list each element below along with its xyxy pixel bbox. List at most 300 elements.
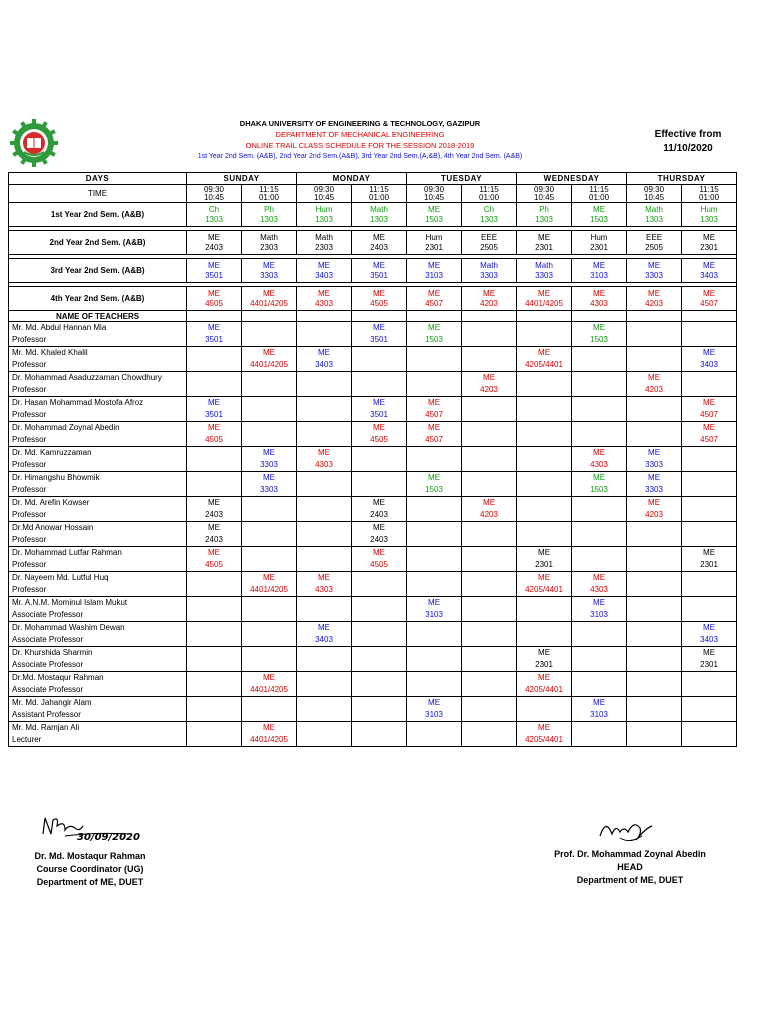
course-number: 4401/4205	[250, 735, 288, 744]
course-code: ME	[593, 698, 606, 707]
slot-end-time: 10:45	[314, 192, 335, 202]
teacher-name-cell	[9, 447, 187, 472]
empty-cell	[187, 311, 242, 322]
course-code: Hum	[315, 204, 333, 214]
university-logo-icon	[9, 118, 59, 168]
course-code: EEE	[481, 232, 498, 242]
course-cell	[297, 231, 352, 255]
course-code: ME	[208, 548, 220, 557]
slot-start-time: 11:15	[479, 184, 499, 194]
teacher-course-cell	[352, 422, 407, 447]
course-number: 2301	[700, 242, 718, 252]
teacher-course-cell	[297, 422, 352, 447]
teacher-course-cell	[572, 722, 627, 747]
course-cell	[572, 287, 627, 311]
course-number: 3103	[590, 710, 608, 719]
course-cell	[297, 203, 352, 227]
year-label: 2nd Year 2nd Sem. (A&B)	[49, 238, 146, 247]
day-label: SUNDAY	[223, 174, 260, 183]
teacher-course-cell	[352, 697, 407, 722]
course-code: ME	[483, 288, 496, 298]
teacher-course-cell	[407, 672, 462, 697]
slot-start-time: 11:15	[259, 184, 279, 194]
teacher-course-cell	[352, 372, 407, 397]
teacher-row	[9, 422, 737, 447]
teacher-course-cell	[572, 697, 627, 722]
teacher-course-cell	[187, 572, 242, 597]
course-code: ME	[428, 473, 441, 482]
course-number: 3403	[700, 635, 718, 644]
teacher-course-cell	[187, 522, 242, 547]
teacher-course-cell	[407, 447, 462, 472]
teacher-course-cell	[572, 397, 627, 422]
teacher-course-cell	[462, 422, 517, 447]
teacher-course-cell	[297, 547, 352, 572]
days-label-cell	[9, 173, 187, 185]
teacher-course-cell	[572, 422, 627, 447]
course-code: ME	[318, 573, 331, 582]
course-code: Math	[315, 232, 333, 242]
teacher-course-cell	[517, 322, 572, 347]
course-number: 1503	[590, 485, 608, 494]
course-number: 1503	[590, 335, 608, 344]
course-number: 4203	[480, 510, 498, 519]
course-code: Math	[645, 204, 663, 214]
teacher-course-cell	[627, 597, 682, 622]
teacher-name: Dr. Mohammad Asaduzzaman Chowdhury	[12, 373, 162, 382]
teacher-course-cell	[352, 672, 407, 697]
course-number: 3303	[645, 460, 663, 469]
course-number: 2403	[370, 535, 388, 544]
teacher-course-cell	[407, 372, 462, 397]
teacher-row	[9, 522, 737, 547]
course-number: 4205/4401	[525, 735, 563, 744]
teacher-row	[9, 672, 737, 697]
teacher-course-cell	[352, 447, 407, 472]
course-number: 1303	[260, 214, 278, 224]
teacher-row	[9, 347, 737, 372]
course-number: 4401/4205	[250, 685, 288, 694]
teacher-name: Mr. Md. Abdul Hannan Mia	[12, 323, 107, 332]
course-number: 1303	[480, 214, 498, 224]
teacher-course-cell	[242, 622, 297, 647]
coordinator-signature-block	[10, 812, 170, 889]
empty-cell	[407, 311, 462, 322]
course-number: 2301	[700, 560, 718, 569]
course-code: ME	[208, 423, 220, 432]
coordinator-role: Course Coordinator (UG)	[36, 864, 144, 874]
course-code: Math	[260, 232, 278, 242]
teacher-course-cell	[517, 647, 572, 672]
teacher-course-cell	[407, 347, 462, 372]
teacher-course-cell	[242, 497, 297, 522]
slot-end-time: 01:00	[258, 192, 280, 202]
teacher-row	[9, 547, 737, 572]
teacher-name-cell	[9, 422, 187, 447]
slot-time-cell	[187, 185, 242, 203]
course-cell	[682, 259, 737, 283]
teacher-course-cell	[242, 547, 297, 572]
course-code: ME	[373, 232, 386, 242]
teacher-course-cell	[187, 547, 242, 572]
teacher-course-cell	[352, 622, 407, 647]
teacher-course-cell	[242, 472, 297, 497]
teacher-title: Professor	[12, 560, 47, 569]
teacher-title: Associate Professor	[12, 685, 84, 694]
slot-start-time: 11:15	[699, 184, 719, 194]
course-number: 4205/4401	[525, 585, 563, 594]
teacher-course-cell	[297, 372, 352, 397]
course-code: ME	[428, 698, 441, 707]
teacher-name: Mr. Md. Khaled Khalil	[12, 348, 88, 357]
teacher-name: Mr. Md. Jahangir Alam	[12, 698, 92, 707]
teacher-course-cell	[407, 397, 462, 422]
class-schedule-table	[8, 172, 737, 747]
teacher-course-cell	[572, 447, 627, 472]
course-cell	[297, 287, 352, 311]
course-number: 1503	[425, 335, 443, 344]
teacher-course-cell	[627, 547, 682, 572]
course-number: 4203	[480, 298, 498, 308]
teacher-course-cell	[187, 597, 242, 622]
teacher-course-cell	[187, 472, 242, 497]
teacher-course-cell	[462, 597, 517, 622]
course-code: ME	[263, 723, 275, 732]
teacher-course-cell	[462, 672, 517, 697]
teacher-course-cell	[407, 597, 462, 622]
course-cell	[517, 203, 572, 227]
teacher-course-cell	[297, 447, 352, 472]
course-number: 2303	[260, 242, 278, 252]
teacher-course-cell	[572, 322, 627, 347]
teacher-course-cell	[517, 547, 572, 572]
teacher-name-cell	[9, 647, 187, 672]
course-number: 3103	[425, 270, 443, 280]
course-cell	[297, 259, 352, 283]
teacher-name: Dr. Md. Kamruzzaman	[12, 448, 92, 457]
course-code: ME	[373, 260, 386, 270]
day-header-sunday	[187, 173, 297, 185]
teachers-header-row	[9, 311, 737, 322]
course-number: 4303	[315, 585, 333, 594]
teacher-title: Professor	[12, 360, 47, 369]
course-code: ME	[593, 573, 606, 582]
course-number: 3103	[425, 710, 443, 719]
course-number: 2403	[205, 510, 223, 519]
course-cell	[242, 203, 297, 227]
course-number: 1303	[700, 214, 718, 224]
course-code: ME	[538, 723, 551, 732]
teacher-course-cell	[627, 522, 682, 547]
course-cell	[682, 231, 737, 255]
teacher-name-cell	[9, 347, 187, 372]
teacher-row	[9, 597, 737, 622]
course-code: Math	[370, 204, 388, 214]
teacher-course-cell	[352, 647, 407, 672]
teacher-name-cell	[9, 322, 187, 347]
slot-time-cell	[462, 185, 517, 203]
teacher-title: Associate Professor	[12, 660, 84, 669]
teacher-course-cell	[242, 422, 297, 447]
teacher-course-cell	[627, 622, 682, 647]
day-label: THURSDAY	[657, 174, 706, 183]
course-code: ME	[373, 323, 386, 332]
course-code: ME	[263, 673, 275, 682]
course-number: 4401/4205	[525, 298, 563, 308]
year-label: 3rd Year 2nd Sem. (A&B)	[50, 266, 145, 275]
teacher-row	[9, 697, 737, 722]
slot-start-time: 09:30	[203, 184, 225, 194]
course-code: ME	[538, 673, 551, 682]
course-number: 1303	[370, 214, 388, 224]
course-number: 4303	[590, 460, 608, 469]
teacher-course-cell	[242, 522, 297, 547]
teacher-course-cell	[407, 722, 462, 747]
time-label: TIME	[87, 188, 108, 198]
course-code: ME	[703, 260, 716, 270]
teacher-course-cell	[242, 672, 297, 697]
teacher-course-cell	[627, 372, 682, 397]
year-label: 4th Year 2nd Sem. (A&B)	[50, 294, 145, 303]
teacher-name-cell	[9, 497, 187, 522]
course-code: Hum	[700, 204, 718, 214]
course-cell	[462, 259, 517, 283]
course-code: EEE	[646, 232, 663, 242]
day-header-monday	[297, 173, 407, 185]
course-number: 3303	[535, 270, 553, 280]
time-row	[9, 185, 737, 203]
teacher-row	[9, 472, 737, 497]
teacher-course-cell	[187, 622, 242, 647]
coordinator-signature-icon	[35, 812, 145, 848]
course-cell	[572, 231, 627, 255]
slot-time-cell	[682, 185, 737, 203]
teacher-course-cell	[242, 722, 297, 747]
course-code: ME	[428, 323, 441, 332]
teacher-course-cell	[517, 697, 572, 722]
teacher-course-cell	[462, 372, 517, 397]
teacher-course-cell	[682, 572, 737, 597]
teacher-row	[9, 397, 737, 422]
course-code: ME	[648, 373, 661, 382]
teacher-course-cell	[572, 522, 627, 547]
course-number: 4505	[370, 298, 388, 308]
course-number: 3303	[645, 485, 663, 494]
teacher-course-cell	[407, 422, 462, 447]
course-number: 4205/4401	[525, 360, 563, 369]
course-number: 2403	[370, 510, 388, 519]
teacher-course-cell	[517, 572, 572, 597]
course-code: ME	[373, 288, 386, 298]
teacher-course-cell	[462, 472, 517, 497]
teacher-course-cell	[297, 597, 352, 622]
effective-label: Effective from	[654, 129, 722, 140]
teacher-course-cell	[517, 597, 572, 622]
teacher-title: Professor	[12, 460, 47, 469]
course-number: 4507	[700, 298, 718, 308]
course-number: 4507	[425, 410, 443, 419]
teacher-course-cell	[297, 697, 352, 722]
teacher-course-cell	[297, 347, 352, 372]
teacher-course-cell	[242, 697, 297, 722]
course-cell	[352, 203, 407, 227]
course-number: 4205/4401	[525, 685, 563, 694]
teacher-course-cell	[627, 322, 682, 347]
course-number: 2301	[535, 242, 553, 252]
teacher-course-cell	[682, 397, 737, 422]
course-number: 4401/4205	[250, 585, 288, 594]
teacher-course-cell	[572, 572, 627, 597]
course-number: 4303	[315, 298, 333, 308]
teacher-course-cell	[187, 397, 242, 422]
course-code: ME	[428, 423, 441, 432]
teacher-course-cell	[517, 347, 572, 372]
course-number: 1303	[535, 214, 553, 224]
year-label-cell	[9, 203, 187, 227]
teacher-course-cell	[572, 497, 627, 522]
course-number: 2301	[590, 242, 608, 252]
teacher-course-cell	[517, 672, 572, 697]
course-code: ME	[373, 523, 386, 532]
teacher-course-cell	[462, 622, 517, 647]
day-header-thursday	[627, 173, 737, 185]
course-code: ME	[263, 348, 275, 357]
teacher-course-cell	[297, 322, 352, 347]
course-number: 3501	[370, 335, 388, 344]
course-number: 3403	[700, 360, 718, 369]
course-cell	[187, 259, 242, 283]
empty-cell	[517, 311, 572, 322]
teacher-course-cell	[572, 647, 627, 672]
day-label: TUESDAY	[441, 174, 483, 183]
days-header-row	[9, 173, 737, 185]
head-signature-icon	[590, 810, 670, 846]
course-code: ME	[703, 348, 716, 357]
teacher-course-cell	[352, 522, 407, 547]
course-number: 3303	[260, 460, 278, 469]
teacher-course-cell	[572, 472, 627, 497]
course-code: ME	[208, 232, 220, 242]
course-number: 3303	[260, 270, 278, 280]
document-header	[60, 118, 660, 162]
teacher-course-cell	[627, 722, 682, 747]
teacher-course-cell	[682, 697, 737, 722]
slot-time-cell	[297, 185, 352, 203]
empty-cell	[572, 311, 627, 322]
teacher-title: Professor	[12, 510, 47, 519]
teacher-course-cell	[187, 347, 242, 372]
course-code: Hum	[590, 232, 608, 242]
course-cell	[572, 259, 627, 283]
department-name: DEPARTMENT OF MECHANICAL ENGINEERING	[275, 130, 445, 139]
course-cell	[187, 203, 242, 227]
course-number: 3403	[700, 270, 718, 280]
teacher-course-cell	[352, 322, 407, 347]
teacher-course-cell	[682, 472, 737, 497]
course-number: 4303	[590, 585, 608, 594]
course-cell	[407, 287, 462, 311]
teacher-title: Professor	[12, 535, 47, 544]
teacher-course-cell	[517, 622, 572, 647]
course-number: 1303	[315, 214, 333, 224]
course-number: 2403	[205, 242, 223, 252]
course-code: ME	[318, 288, 331, 298]
course-number: 3501	[205, 270, 223, 280]
year-row	[9, 259, 737, 283]
course-number: 4505	[370, 560, 388, 569]
empty-cell	[627, 311, 682, 322]
teacher-title: Professor	[12, 435, 47, 444]
course-number: 4507	[425, 435, 443, 444]
teacher-course-cell	[297, 722, 352, 747]
course-number: 3403	[315, 360, 333, 369]
course-number: 2403	[205, 535, 223, 544]
slot-start-time: 09:30	[314, 184, 335, 194]
teachers-label: NAME OF TEACHERS	[55, 311, 140, 321]
course-code: Math	[535, 260, 553, 270]
course-code: ME	[428, 204, 441, 214]
teacher-row	[9, 572, 737, 597]
teacher-course-cell	[462, 647, 517, 672]
course-code: ME	[318, 260, 331, 270]
course-code: Ph	[539, 204, 549, 214]
slot-start-time: 09:30	[424, 184, 445, 194]
teacher-course-cell	[627, 422, 682, 447]
slot-end-time: 01:00	[479, 192, 500, 202]
slot-end-time: 01:00	[369, 192, 390, 202]
course-code: ME	[428, 260, 441, 270]
teacher-course-cell	[407, 622, 462, 647]
teacher-name: Mr. Md. Ramjan Ali	[12, 723, 80, 732]
course-cell	[352, 231, 407, 255]
teacher-course-cell	[682, 722, 737, 747]
teacher-course-cell	[627, 647, 682, 672]
course-cell	[627, 203, 682, 227]
course-number: 3403	[315, 270, 333, 280]
teacher-course-cell	[682, 447, 737, 472]
course-cell	[517, 231, 572, 255]
teacher-name: Dr.Md. Mostaqur Rahman	[12, 673, 104, 682]
teacher-name-cell	[9, 597, 187, 622]
course-number: 4203	[645, 510, 663, 519]
teacher-course-cell	[352, 597, 407, 622]
teacher-course-cell	[297, 572, 352, 597]
slot-time-cell	[352, 185, 407, 203]
course-code: ME	[373, 498, 386, 507]
slot-time-cell	[517, 185, 572, 203]
course-number: 4203	[645, 385, 663, 394]
course-code: ME	[648, 473, 661, 482]
teacher-title: Professor	[12, 385, 47, 394]
teacher-course-cell	[242, 647, 297, 672]
course-code: ME	[593, 598, 606, 607]
course-number: 4505	[205, 298, 223, 308]
course-number: 3403	[315, 635, 333, 644]
course-cell	[462, 203, 517, 227]
teacher-course-cell	[462, 722, 517, 747]
course-cell	[682, 287, 737, 311]
course-code: ME	[428, 598, 441, 607]
course-number: 4203	[645, 298, 663, 308]
course-code: ME	[593, 260, 606, 270]
schedule-title: ONLINE TRAIL CLASS SCHEDULE FOR THE SESSION 2018-2019	[245, 141, 475, 150]
teacher-course-cell	[572, 372, 627, 397]
teacher-name-cell	[9, 522, 187, 547]
course-cell	[407, 203, 462, 227]
course-code: ME	[483, 373, 496, 382]
course-number: 1303	[205, 214, 223, 224]
teacher-course-cell	[462, 322, 517, 347]
